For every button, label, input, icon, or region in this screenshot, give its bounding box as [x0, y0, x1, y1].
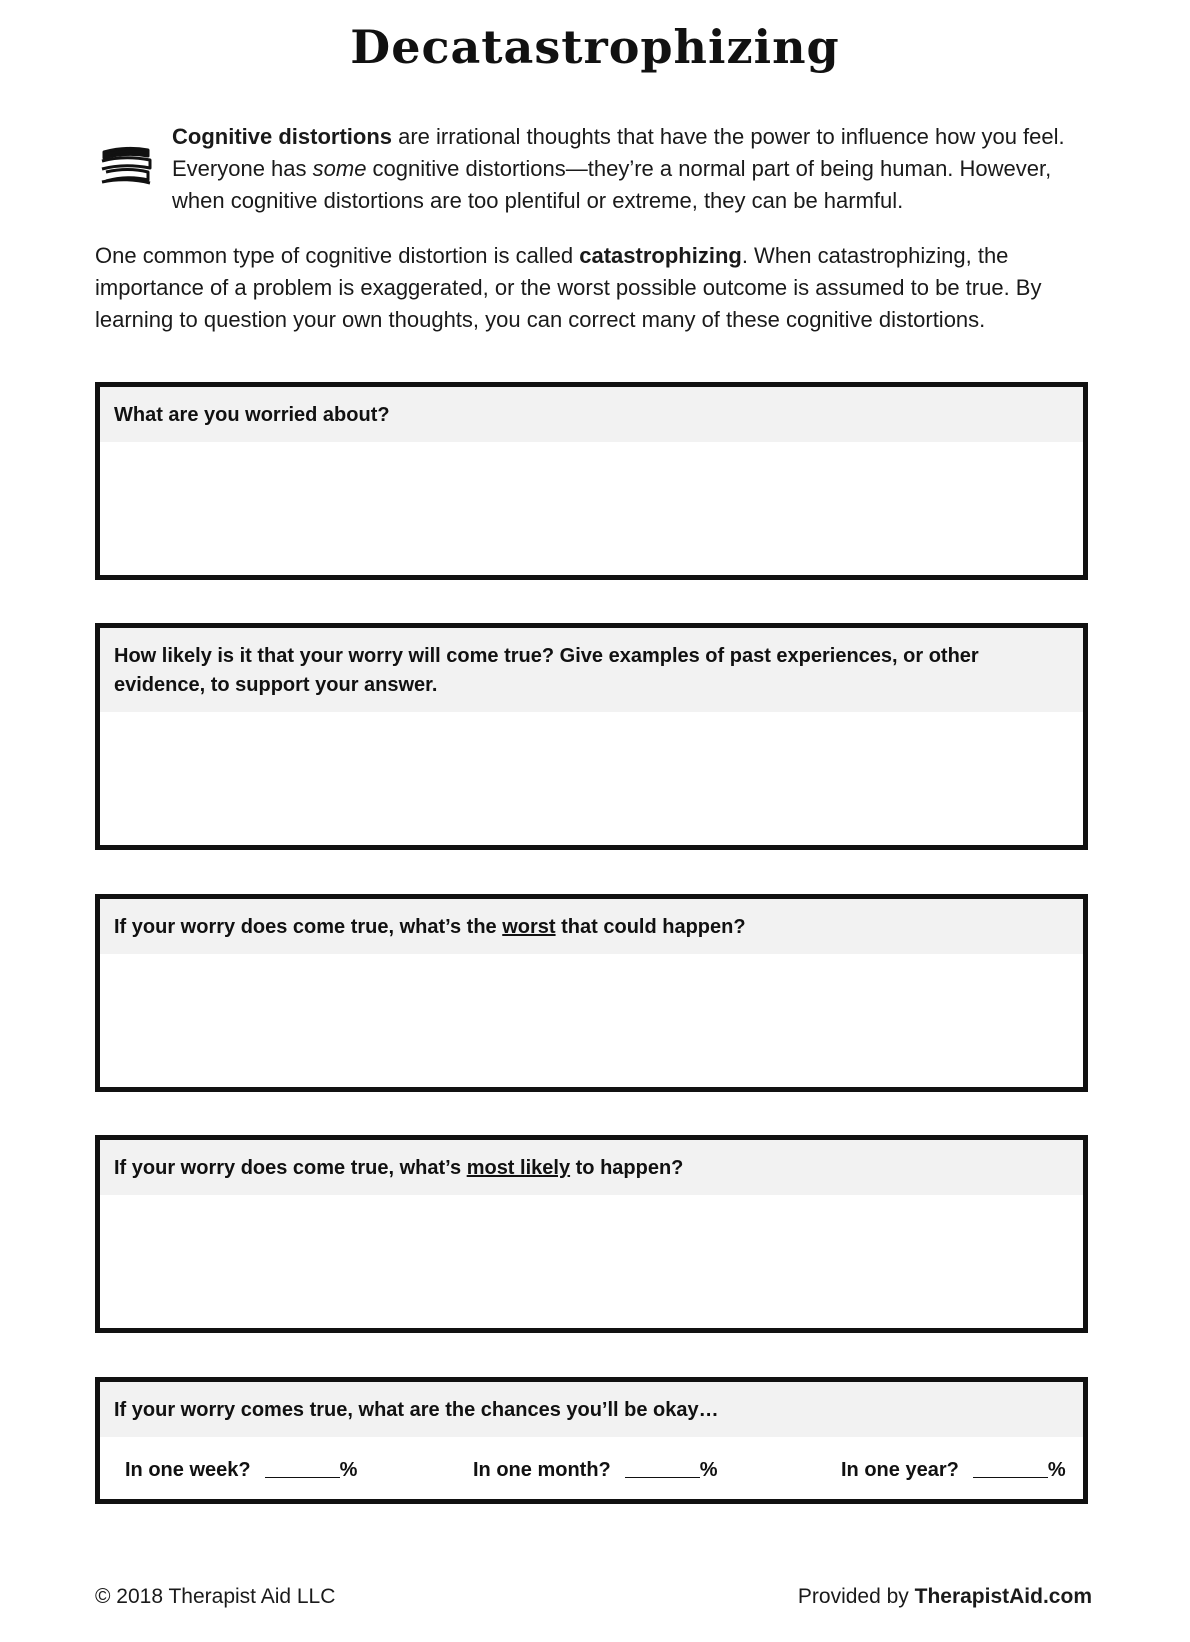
most-likely-text-post: to happen?: [570, 1157, 684, 1179]
copyright-text: © 2018 Therapist Aid LLC: [95, 1585, 336, 1608]
intro-term: Cognitive distortions: [172, 124, 392, 149]
site-link[interactable]: TherapistAid.com: [914, 1585, 1092, 1608]
chance-year: [841, 1457, 1066, 1482]
intro-text-2: cognitive distortions—they’re a normal part of being human. However, when cognitive distortions are too plentiful or extreme, they can be harmful.: [172, 156, 1052, 213]
chance-month-unit: %: [699, 1459, 718, 1481]
provided-by-label: Provided by: [797, 1585, 915, 1608]
page-title: Decatastrophizing: [350, 20, 840, 74]
likelihood-question: How likely is it that your worry will come true? Give examples of past experiences, or other evidence, to support your answer.: [100, 628, 1083, 712]
chance-year-unit: %: [1047, 1459, 1066, 1481]
intro-paragraph: [172, 121, 1102, 217]
chance-week: [125, 1457, 357, 1482]
explanation-text-2: . When catastrophizing, the importance of a problem is exaggerated, or the worst possible outcome is assumed to be true. By learning to question your own thoughts, you can correct many of these cognitive distortions.: [95, 243, 1042, 332]
worry-question: What are you worried about?: [100, 387, 1083, 442]
chance-month-blank[interactable]: [625, 1457, 700, 1478]
most-likely-text-pre: If your worry does come true, what’s: [114, 1157, 467, 1179]
books-icon: [98, 144, 154, 190]
worst-case-answer-area[interactable]: [100, 954, 1083, 1089]
chance-week-unit: %: [339, 1459, 358, 1481]
worst-case-question: [100, 899, 1083, 954]
chance-month: [473, 1457, 718, 1482]
explanation-text-1: One common type of cognitive distortion is called: [95, 243, 580, 268]
worst-case-question-box: [95, 894, 1088, 1092]
intro-emphasis: some: [312, 156, 367, 181]
most-likely-answer-area[interactable]: [100, 1195, 1083, 1330]
chance-month-label: In one month?: [473, 1459, 611, 1481]
chance-year-blank[interactable]: [973, 1457, 1048, 1478]
most-likely-question-box: [95, 1135, 1088, 1333]
likelihood-answer-area[interactable]: [100, 712, 1083, 847]
intro-text-1: are irrational thoughts that have the power to influence how you feel. Everyone has: [172, 124, 1065, 181]
worst-case-text-pre: If your worry does come true, what’s the: [114, 916, 503, 938]
likelihood-question-box: [95, 623, 1088, 850]
provided-by: [798, 1585, 1092, 1609]
worst-case-text-post: that could happen?: [555, 916, 746, 938]
worry-answer-area[interactable]: [100, 442, 1083, 577]
chance-week-label: In one week?: [125, 1459, 251, 1481]
chances-row: [100, 1437, 1083, 1501]
worry-question-box: [95, 382, 1088, 580]
chances-question-box: [95, 1377, 1088, 1504]
most-likely-question: [100, 1140, 1083, 1195]
chance-week-blank[interactable]: [265, 1457, 340, 1478]
explanation-term: catastrophizing: [579, 243, 742, 268]
most-likely-emphasis: most likely: [466, 1157, 571, 1179]
chance-year-label: In one year?: [841, 1459, 959, 1481]
worst-case-emphasis: worst: [502, 916, 556, 938]
explanation-paragraph: [95, 240, 1095, 336]
chances-question: If your worry comes true, what are the chances you’ll be okay…: [100, 1382, 1083, 1437]
